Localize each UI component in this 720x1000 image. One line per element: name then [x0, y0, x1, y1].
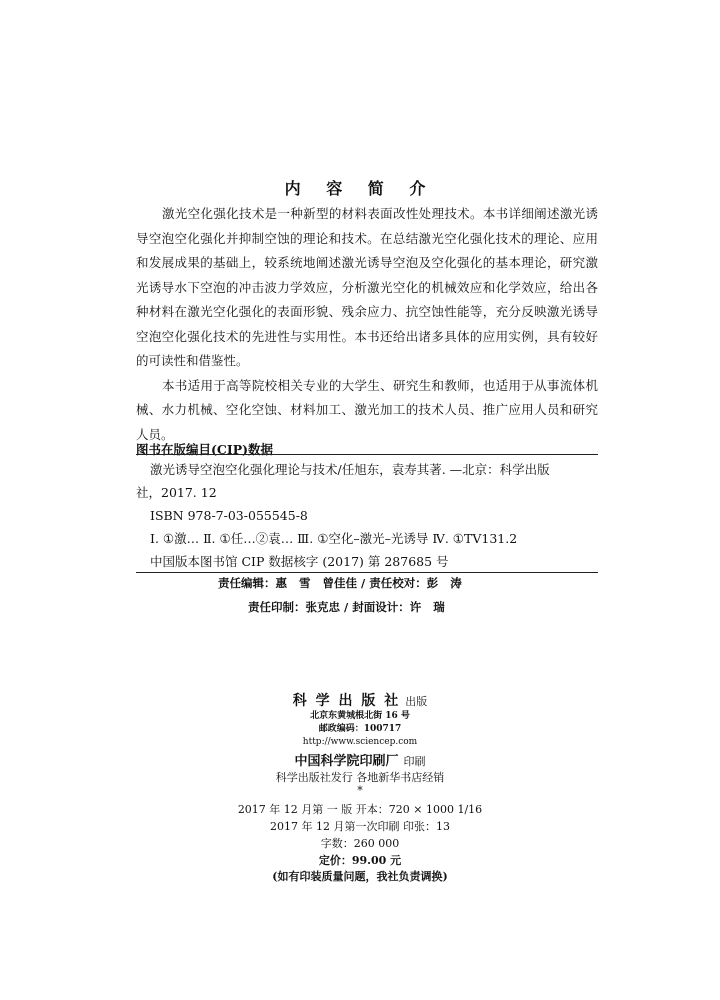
- cip-block: [136, 458, 598, 573]
- summary-section: [136, 202, 598, 447]
- publisher-name: [0, 690, 720, 710]
- publisher-postcode: 邮政编码：100717: [318, 724, 402, 734]
- cip-isbn: ISBN 978-7-03-055545-8: [150, 508, 308, 523]
- credits-line: 责任印制：张克忠 / 封面设计：许 瑞: [248, 600, 445, 614]
- cip-line: 社，2017. 12: [136, 485, 217, 500]
- publisher-suffix: 出版: [405, 695, 428, 708]
- printing-line: 2017 年 12 月第一次印刷 印张：13: [270, 820, 450, 833]
- word-count: 字数：260 000: [320, 837, 400, 850]
- cip-top-rule: [136, 454, 598, 455]
- cip-title: 图书在版编目(CIP)数据: [136, 442, 274, 457]
- cip-classification: Ⅰ. ①激… Ⅱ. ①任…②袁… Ⅲ. ①空化–激光–光诱导 Ⅳ. ①TV131.2: [150, 531, 518, 546]
- cip-line: 激光诱导空泡空化强化理论与技术/任旭东，袁寿其著. —北京：科学出版: [150, 462, 550, 477]
- printer-logo-text: 中国科学院印刷厂: [294, 754, 399, 769]
- distribution-line: 科学出版社发行 各地新华书店经销: [275, 771, 445, 784]
- cip-record: 中国版本图书馆 CIP 数据核字 (2017) 第 287685 号: [150, 554, 449, 569]
- edition-line: 2017 年 12 月第 一 版 开本：720 × 1000 1/16: [237, 803, 483, 816]
- summary-paragraph: 本书适用于高等院校相关专业的大学生、研究生和教师，也适用于从事流体机械、水力机械、空化空蚀、材料加工、激光加工的技术人员、推广应用人员和研究人员。: [136, 377, 598, 442]
- publisher-address: 北京东黄城根北街 16 号: [310, 711, 410, 721]
- printer-line: [0, 750, 720, 769]
- summary-paragraph: 激光空化强化技术是一种新型的材料表面改性处理技术。本书详细阐述激光诱导空泡空化强化并抑制空蚀的理论和技术。在总结激光空化强化技术的理论、应用和发展成果的基础上，较系统地阐述激光诱导空泡及空化强化的基本理论，研究激光诱导水下空泡的冲击波力学效应，分析激光空化的机械效应和化学效应，给出各种材料在激光空化强化的表面形貌、残余应力、抗空蚀性能等，充分反映激光诱导空泡空化强化技术的先进性与实用性。本书还给出诸多具体的应用实例，具有较好的可读性和借鉴性。: [136, 206, 598, 368]
- publisher-url: http://www.sciencep.com: [302, 737, 418, 747]
- price: 定价：99.00 元: [318, 854, 402, 867]
- cip-bottom-rule: [136, 572, 598, 573]
- printer-suffix: 印刷: [403, 755, 426, 768]
- credits-line: 责任编辑：惠 雪 曾佳佳 / 责任校对：彭 涛: [218, 576, 462, 590]
- separator-star: *: [357, 784, 363, 797]
- quality-note: (如有印装质量问题，我社负责调换): [272, 870, 448, 883]
- page-title: 内 容 简 介: [284, 179, 436, 198]
- publisher-logo-text: 科 学 出 版 社: [292, 693, 401, 709]
